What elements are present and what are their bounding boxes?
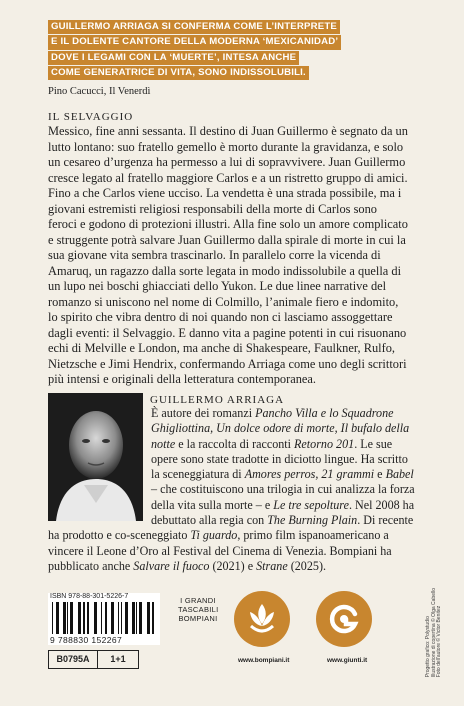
book-title: IL SELVAGGIO <box>48 111 134 123</box>
work-title: The Burning Plain <box>267 513 358 528</box>
bio-text: – che costituiscono una trilogia in cui analizza la forza della vita sulla morte – e <box>151 482 415 512</box>
synopsis-paragraph: Messico, fine anni sessanta. Il destino di Juan Guillermo è segnato da un lutto lontano: suo fratello gemello è morto durante la gravidanza, e solo un cesareo d’urgenza ha permesso a lui di sopravvivere. Juan Guillermo cresce legato al fratello maggiore Carlos e a un ristretto gruppo di amici. Fino a che Carlos viene ucciso. La vendetta è una strada possibile, ma i giovani estremisti religiosi responsabili della morte di Carlos sono feroci e godono di protezioni illustri. Alla fine solo un amore complicato e struggente potrà salvare Juan Guillermo dalla spirale di morte in cui la sua giovane vita sembra trascinarlo. In parallelo corre la vicenda di Amaruq, un ragazzo dalla sorte legata in modo indissolubile a quella di un lupo nei boschi ghiacciati dello Yukon. Le due linee narrative del romanzo si uniscono nel nome di Colmillo, l’animale fiero e indomito, lo spirito che vibra dentro di noi quando non ci lasciamo assoggettare dagli eventi: il Selvaggio. E danno vita a pagine potenti in cui risuonano echi di Melville e London, ma anche di Shakespeare, Faulkner, Rulfo, Nietzsche e Jimi Hendrix, confermando Arriaga come uno degli scrittori più intensi e originali della letteratura contemporanea. <box>48 124 408 386</box>
giunti-swirl-icon <box>315 590 373 648</box>
work-title: Babel <box>385 467 414 482</box>
series-line: BOMPIANI <box>178 614 218 623</box>
bio-text: . Le sue opere sono state tradotte in diciotto lingue. Ha scritto la sceneggiatura di <box>151 436 408 482</box>
bio-text: e <box>374 467 386 482</box>
series-line: TASCABILI <box>178 605 219 614</box>
bio-text: . Di recente ha prodotto e co-sceneggiato <box>48 513 414 543</box>
series-label <box>178 596 218 623</box>
bompiani-url[interactable]: www.bompiani.it <box>238 657 290 664</box>
credit-line: Illustrazione di copertina © Olga Cabello <box>430 588 437 678</box>
isbn-barcode <box>48 593 160 645</box>
work-title: Ti guardo <box>190 528 238 543</box>
product-code: B0795A <box>48 650 98 669</box>
quantity-code: 1+1 <box>97 650 139 669</box>
isbn-digits: 9 788830 152267 <box>50 635 123 645</box>
quote-line: E IL DOLENTE CANTORE DELLA MODERNA ‘MEXICANIDAD’ <box>48 35 341 49</box>
author-bio <box>48 406 416 574</box>
credit-line: Progetto grafico: Polystudio <box>425 616 431 678</box>
bio-text: (2021) e <box>209 558 257 573</box>
bio-text: È autore dei romanzi <box>151 406 256 420</box>
quote-line: COME GENERATRICE DI VITA, SONO INDISSOLUBILI. <box>48 66 309 80</box>
synopsis-text <box>48 124 408 388</box>
work-title: Salvare il fuoco <box>133 558 210 573</box>
bio-text: e la raccolta di racconti <box>175 436 295 451</box>
work-title: Retorno 201 <box>294 436 355 451</box>
bio-text: . Nel 2008 ha debuttato alla regia con <box>151 497 415 528</box>
work-title: Strane <box>256 558 288 573</box>
credits <box>425 588 442 696</box>
barcode-bars <box>50 602 158 634</box>
isbn-label: ISBN 978-88-301-5226-7 <box>50 593 129 600</box>
bio-text: , primo film ispanoamericano a vincere il Leone d’Oro al Festival del Cinema di Venezia. Bompiani ha pubblicato anche <box>48 528 392 573</box>
credit-line: Foto dell'autore © Victor Benitez <box>436 605 442 678</box>
quote-line: GUILLERMO ARRIAGA SI CONFERMA COME L’INTERPRETE <box>48 20 340 34</box>
work-title: Le tre sepolture <box>273 497 349 512</box>
giunti-url[interactable]: www.giunti.it <box>327 657 368 664</box>
quote-block <box>48 20 378 81</box>
author-name: GUILLERMO ARRIAGA <box>150 394 285 406</box>
series-line: I GRANDI <box>180 596 216 605</box>
work-title: Amores perros, 21 grammi <box>244 467 375 482</box>
bio-text: (2025). <box>287 558 326 573</box>
quote-line: DOVE I LEGAMI CON LA ‘MUERTE’, INTESA ANCHE <box>48 51 299 65</box>
bompiani-flower-icon <box>233 590 291 648</box>
work-title: Pancho Villa e lo Squadrone Ghigliottina, Un dolce odore di morte, Il bufalo della notte <box>151 406 410 451</box>
quote-attribution: Pino Cacucci, Il Venerdì <box>48 86 151 97</box>
